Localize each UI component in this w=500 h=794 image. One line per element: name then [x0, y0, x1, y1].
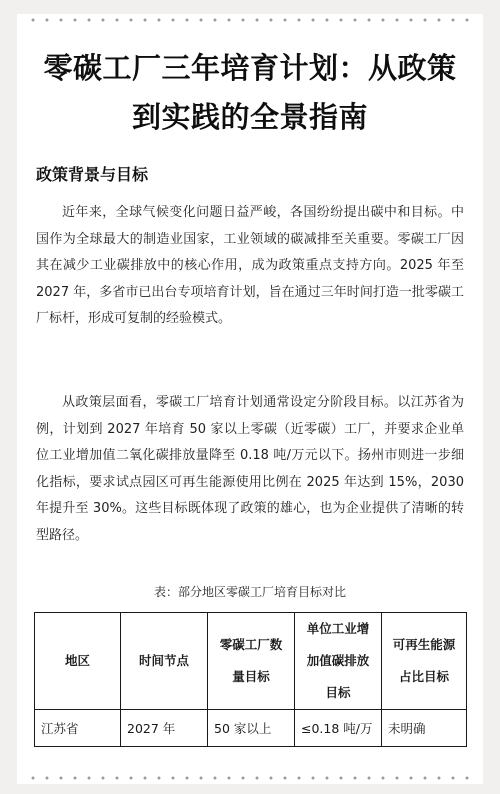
paragraph-1: 近年来，全球气候变化问题日益严峻，各国纷纷提出碳中和目标。中国作为全球最大的制造业国家，工业领域的碳减排至关重要。零碳工厂因其在减少工业碳排放中的核心作用，成为政策重点支持方向。2025 年至 2027 年，多省市已出台专项培育计划，旨在通过三年时间打造一批零碳工厂标杆，形成可复制的经验模式。: [36, 205, 464, 326]
column-header-emission-target: 单位工业增加值碳排放目标: [295, 613, 382, 710]
table-cell-renewable-share: 未明确: [382, 710, 467, 747]
bottom-dotted-border: [26, 776, 476, 780]
column-header-timeline: 时间节点: [121, 613, 208, 710]
table-caption: 表：部分地区零碳工厂培育目标对比: [153, 585, 346, 599]
table-row: [35, 710, 467, 747]
target-comparison-table: [34, 612, 467, 747]
table-cell-factory-count: 50 家以上: [208, 710, 295, 747]
column-header-factory-count: 零碳工厂数量目标: [208, 613, 295, 710]
table-cell-region: 江苏省: [35, 710, 121, 747]
table-cell-timeline: 2027 年: [121, 710, 208, 747]
document-title: 零碳工厂三年培育计划：从政策到实践的全景指南: [43, 51, 457, 134]
section-heading: 政策背景与目标: [36, 165, 149, 184]
paragraph-2: 从政策层面看，零碳工厂培育计划通常设定分阶段目标。以江苏省为例，计划到 2027 年培育 50 家以上零碳（近零碳）工厂，并要求企业单位工业增加值二氧化碳排放量降至 0.18 吨/万元以下。扬州市则进一步细化指标，要求试点园区可再生能源使用比例在 2025 年达到 15%，2030 年提升至 30%。这些目标既体现了政策的雄心，也为企业提供了清晰的转型路径。: [36, 395, 464, 543]
column-header-region: 地区: [35, 613, 121, 710]
table-cell-emission-target: ≤0.18 吨/万: [295, 710, 382, 747]
table-header-row: [35, 613, 467, 710]
top-dotted-border: [26, 18, 476, 22]
column-header-renewable-share: 可再生能源占比目标: [382, 613, 467, 710]
